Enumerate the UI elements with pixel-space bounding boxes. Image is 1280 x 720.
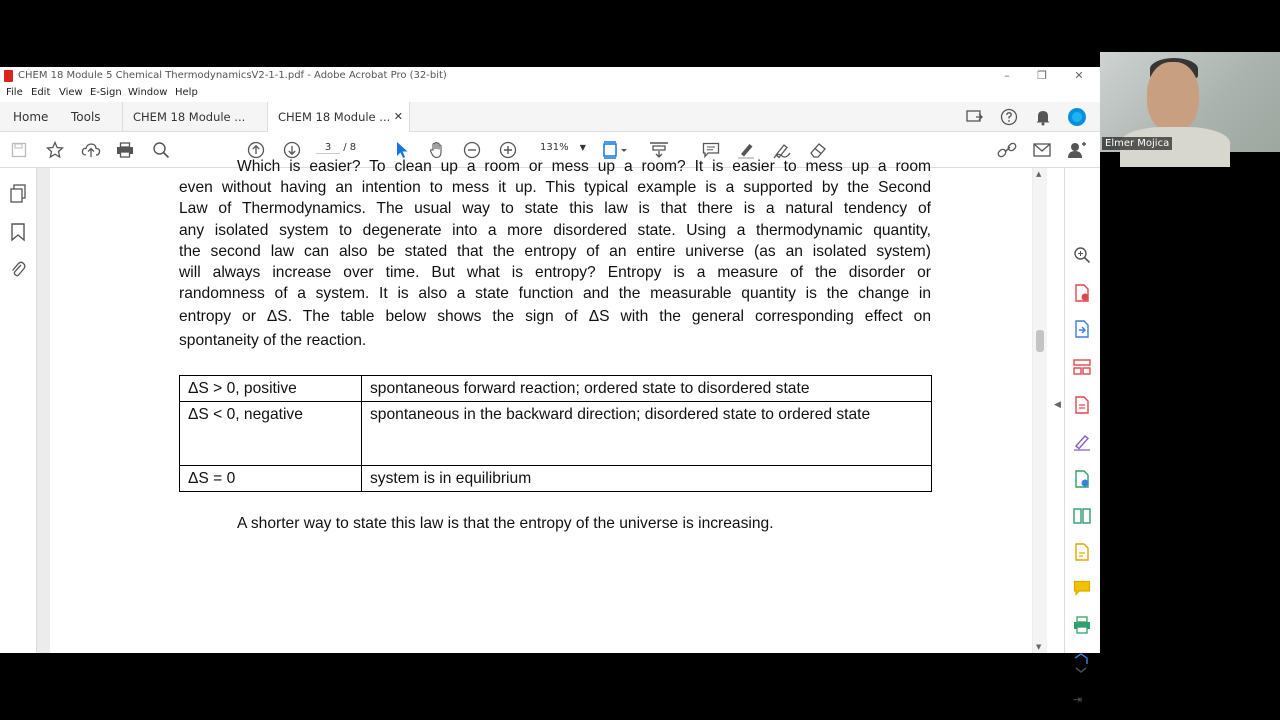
paragraph-line: even without having an intention to mess it up. This typical example is a supported by the Second [179,179,931,197]
scrollbar-thumb[interactable] [1036,330,1044,352]
account-avatar-icon[interactable] [1066,107,1088,127]
table-cell-condition: ΔS < 0, negative [180,402,362,466]
page-thumbnails-icon[interactable] [9,184,27,208]
send-for-signature-icon[interactable] [1073,470,1093,488]
table-cell-condition: ΔS > 0, positive [180,376,362,402]
menu-esign[interactable]: E-Sign [90,87,122,98]
export-pdf-icon[interactable] [1073,320,1093,338]
document-tab-2-label: CHEM 18 Module ... [278,110,391,124]
menu-window[interactable]: Window [128,87,168,98]
acrobat-pdf-icon [4,70,13,82]
table-cell-effect: system is in equilibrium [362,466,932,492]
table-cell-condition: ΔS = 0 [180,466,362,492]
more-tools-icon[interactable] [1072,652,1090,678]
paragraph-line: spontaneity of the reaction. [179,331,367,349]
entropy-sign-table [179,375,932,492]
minimize-button[interactable]: – [1004,69,1010,82]
fill-sign-icon[interactable] [1073,433,1093,451]
bookmarks-icon[interactable] [10,223,26,245]
document-view [37,158,1047,653]
document-tab-2-active[interactable] [267,102,410,133]
email-icon[interactable] [1031,140,1053,160]
title-bar [0,67,1100,86]
paragraph-line: any isolated system to degenerate into a more disordered state. Using a thermodynamic quantity, [179,221,931,239]
table-row [180,402,932,466]
intro-paragraph [179,156,931,351]
webcam-person [1147,62,1199,132]
scroll-up-arrow-icon[interactable]: ▲ [1036,170,1042,178]
search-tool-icon[interactable] [1073,246,1093,264]
close-window-button[interactable]: ✕ [1074,69,1084,82]
prepare-form-icon[interactable] [1073,543,1093,561]
zoom-search-icon[interactable] [150,140,172,160]
page-number-input[interactable]: 3 [316,142,340,154]
zoom-level-value: 131% [540,142,569,153]
tab-tools[interactable]: Tools [71,110,101,124]
restore-button[interactable]: ❐ [1037,69,1047,82]
paragraph-line: Law of Thermodynamics. The usual way to state this law is that there is a natural tendency of [179,200,931,218]
table-cell-effect: spontaneous forward reaction; ordered state to disordered state [362,376,932,402]
vertical-scrollbar[interactable] [1033,168,1047,653]
link-share-icon[interactable] [996,140,1018,160]
print-icon[interactable] [114,140,136,160]
right-tools-pane [1054,168,1100,653]
bookmark-star-icon[interactable] [44,140,66,160]
total-pages: 8 [349,142,357,153]
document-tab-1[interactable] [122,102,267,132]
webcam-feed [1100,52,1280,152]
page-navigator [316,142,356,154]
paragraph-line: the second law can also be stated that the entropy of an entire universe (as an isolated system) [179,242,931,260]
table-row [180,466,932,492]
table-row [180,376,932,402]
collapse-right-pane-chevron-icon[interactable]: ◀ [1054,400,1061,410]
attachments-paperclip-icon[interactable] [10,260,26,282]
pdf-page [50,158,1032,653]
edit-pdf-icon[interactable] [1073,396,1093,414]
close-tab-icon[interactable]: ✕ [393,110,403,123]
compare-files-icon[interactable] [1073,507,1093,525]
tab-home[interactable]: Home [13,110,49,124]
window-title: CHEM 18 Module 5 Chemical ThermodynamicsV2-1-1.pdf - Adobe Acrobat Pro (32-bit) [18,70,447,81]
menu-help[interactable]: Help [175,87,198,98]
acrobat-window [0,67,1100,706]
zoom-level-dropdown[interactable] [540,142,586,153]
scroll-down-arrow-icon[interactable]: ▼ [1036,643,1042,651]
menu-file[interactable]: File [6,87,23,98]
paragraph-line: Which is easier? To clean up a room or mess up a room? It is easier to mess up a room [237,158,931,175]
menu-bar [0,86,1100,102]
share-user-icon[interactable] [1066,140,1088,160]
notifications-bell-icon[interactable] [1032,107,1054,127]
menu-view[interactable]: View [59,87,83,98]
paragraph-line: randomness of a system. It is also a state function and the measurable quantity is the change in [179,285,931,303]
closing-sentence: A shorter way to state this law is that the entropy of the universe is increasing. [237,515,774,532]
tab-bar [0,102,1100,132]
left-navigation-pane [0,168,37,653]
page-separator: / [343,142,347,153]
organize-pages-icon[interactable] [1073,358,1093,376]
table-cell-effect: spontaneous in the backward direction; disordered state to ordered state [362,402,932,466]
help-icon[interactable] [998,107,1020,127]
comment-tool-icon[interactable] [1073,580,1093,598]
paragraph-line: will always increase over time. But what is entropy? Entropy is a measure of the disorder or [179,264,931,282]
menu-edit[interactable]: Edit [31,87,51,98]
document-tab-1-label: CHEM 18 Module ... [133,110,246,124]
zoom-dropdown-chevron-icon: ▼ [579,143,586,152]
create-pdf-icon[interactable] [1073,284,1093,302]
save-icon[interactable] [8,140,30,160]
print-production-icon[interactable] [1073,616,1093,634]
expand-pane-arrow-icon[interactable]: ⇥ [1073,693,1083,706]
paragraph-line: entropy or ΔS. The table below shows the sign of ΔS with the general corresponding effect on [179,308,931,326]
upload-cloud-icon[interactable] [80,140,102,160]
share-screen-icon[interactable] [964,107,986,127]
participant-name: Elmer Mojica [1102,137,1172,150]
